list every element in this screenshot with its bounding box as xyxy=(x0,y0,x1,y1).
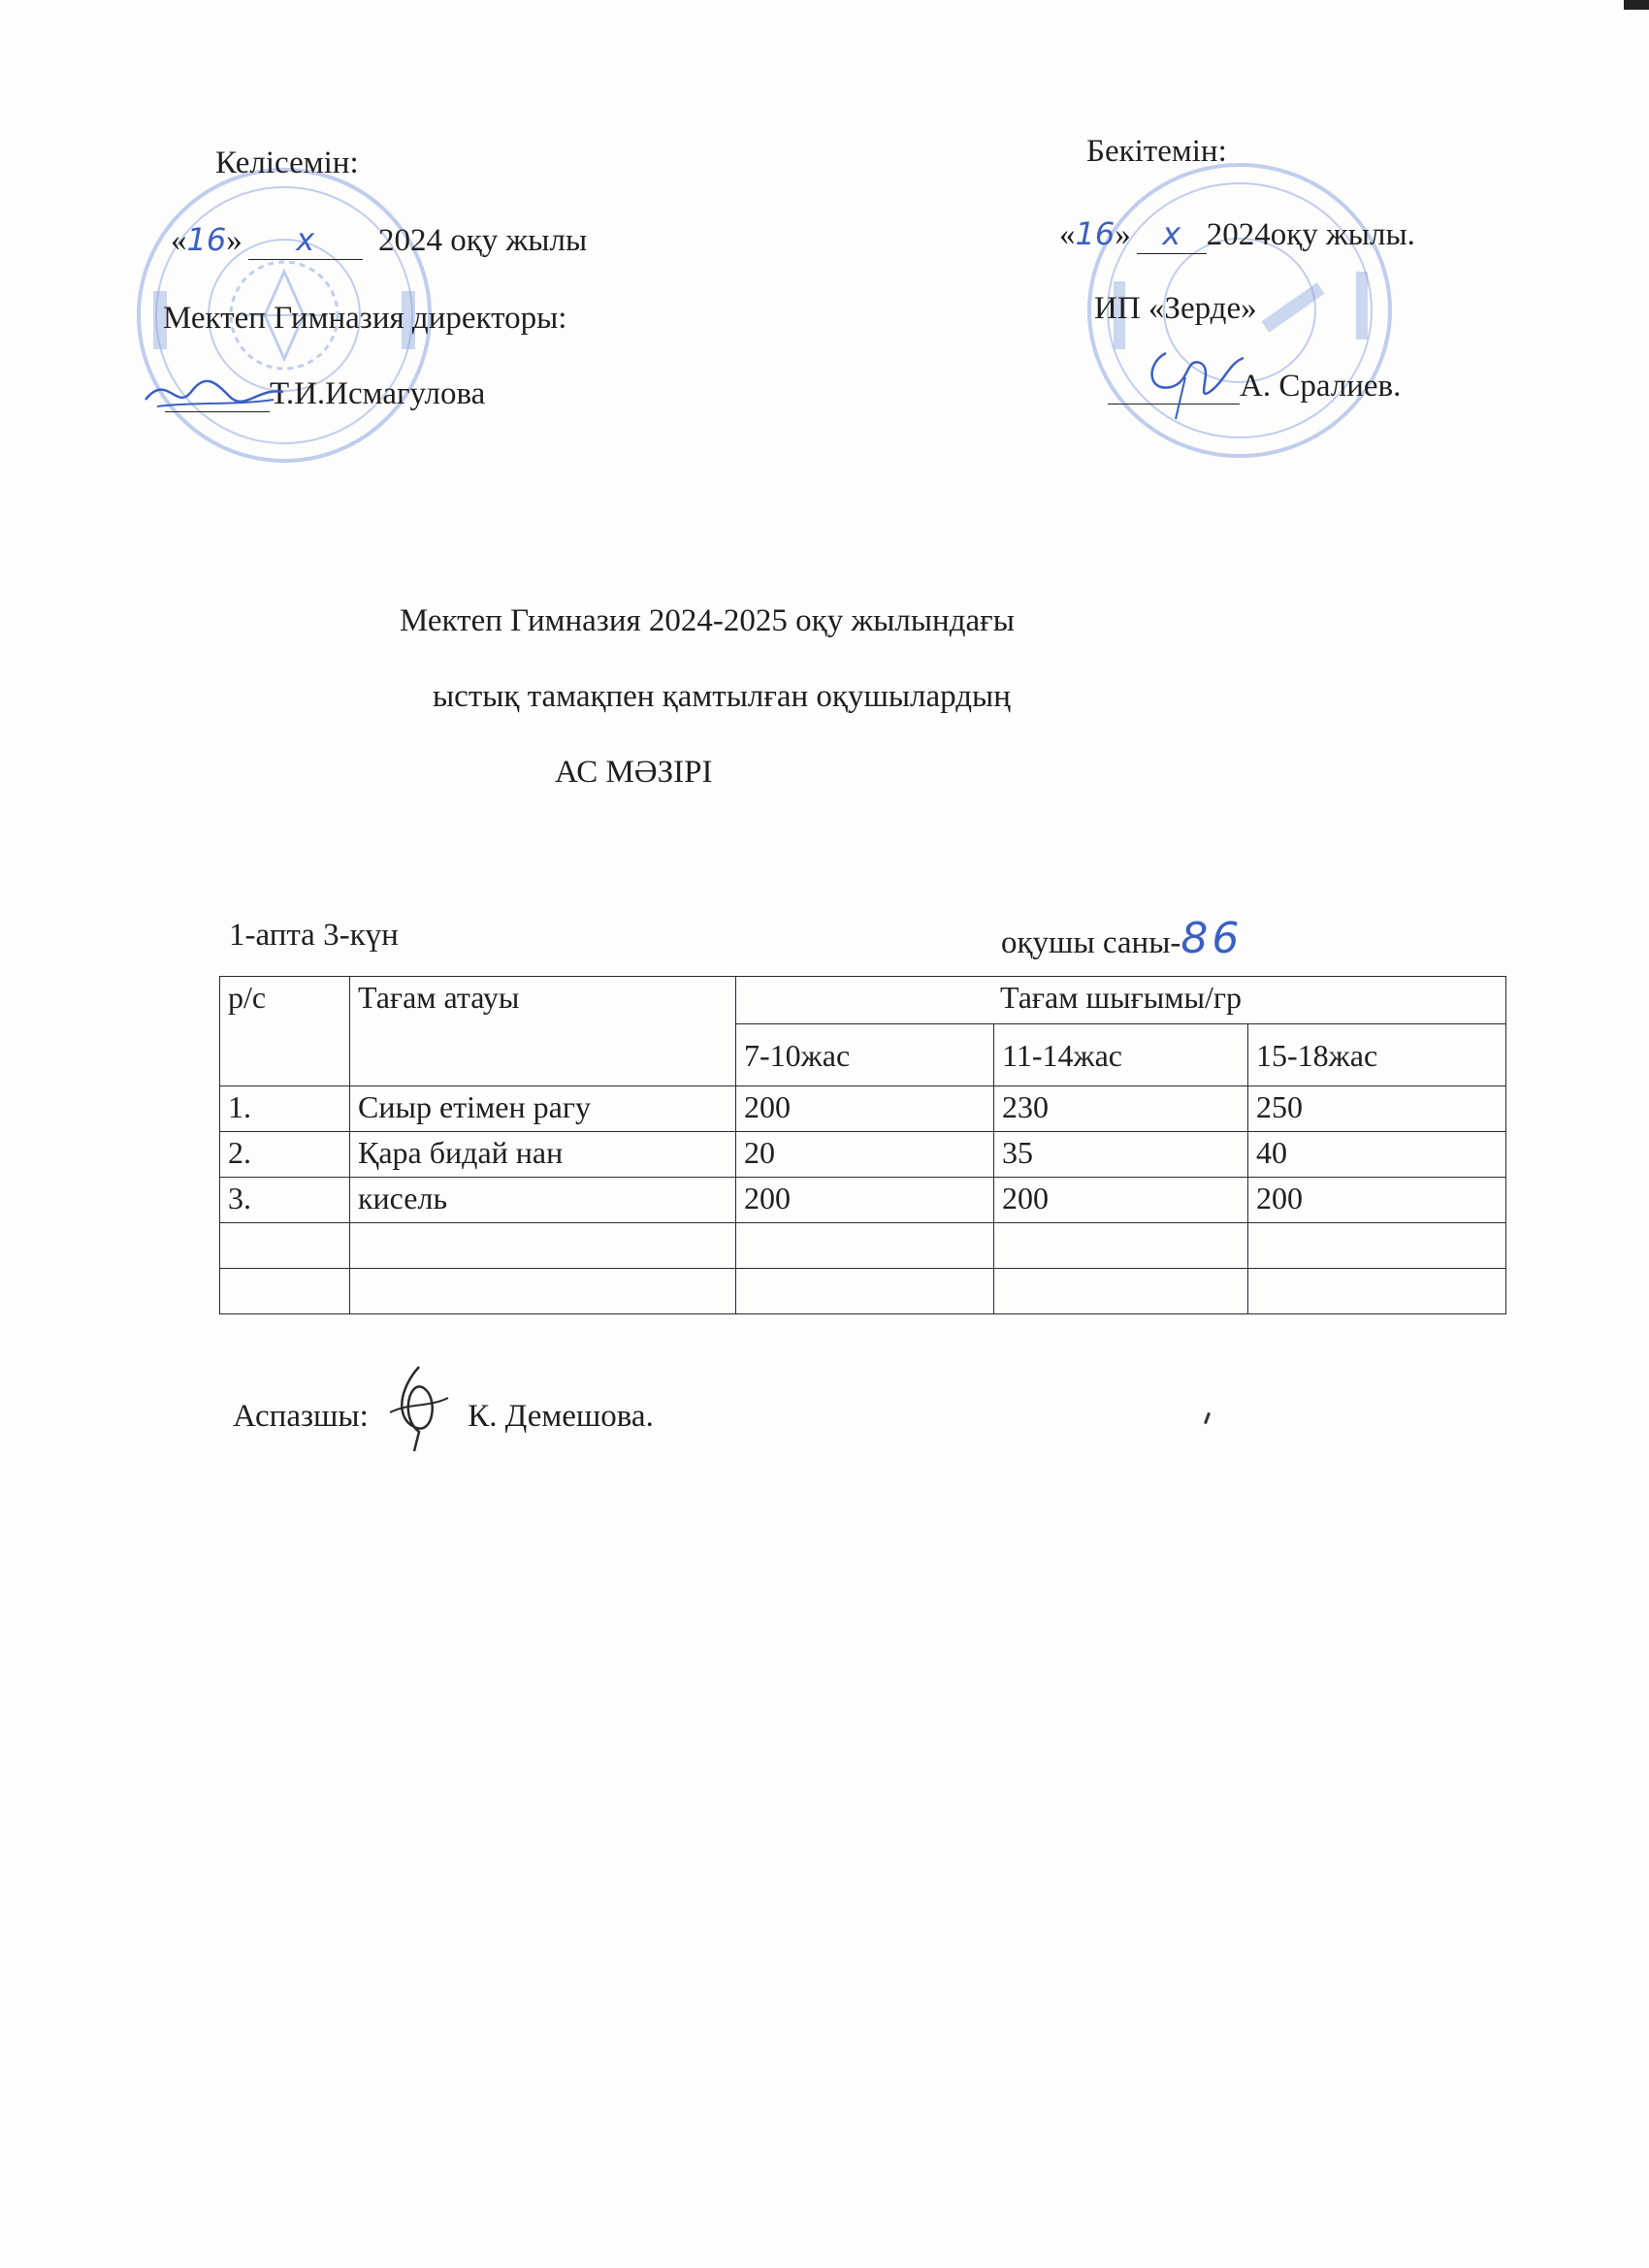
row-age-11-14 xyxy=(994,1269,1248,1314)
heading-line-2: ыстық тамақпен қамтылған оқушылардың xyxy=(433,679,1011,714)
students-count-label: оқушы саны- xyxy=(1001,925,1181,960)
menu-table xyxy=(219,976,1506,1314)
table-row-empty xyxy=(220,1269,1506,1314)
header-age-7-10: 7-10жас xyxy=(736,1024,994,1086)
right-date-day-handwritten: 16 xyxy=(1075,215,1116,252)
row-age-11-14: 35 xyxy=(994,1132,1248,1178)
stray-mark xyxy=(1204,1412,1211,1424)
right-approval-date xyxy=(1059,215,1415,254)
left-approval-signature-line xyxy=(165,376,485,412)
row-age-7-10: 200 xyxy=(736,1086,994,1132)
table-row xyxy=(220,1086,1506,1132)
left-signature-blank xyxy=(165,380,270,412)
left-date-day-handwritten: 16 xyxy=(186,221,227,258)
heading-line-3: АС МӘЗІРІ xyxy=(555,755,713,790)
row-dish-name: Сиыр етімен рагу xyxy=(350,1086,736,1132)
right-date-suffix: 2024оқу жылы. xyxy=(1206,217,1415,252)
row-age-7-10 xyxy=(736,1269,994,1314)
row-dish-name: кисель xyxy=(350,1178,736,1223)
week-day-label: 1-апта 3-күн xyxy=(229,918,399,953)
right-date-month-blank xyxy=(1137,215,1207,254)
left-date-open-quote: « xyxy=(171,223,187,258)
right-approval-name: А. Сралиев. xyxy=(1240,369,1402,404)
right-approval-org: ИП «Зерде» xyxy=(1094,291,1257,326)
table-header-row-1 xyxy=(220,977,1506,1024)
right-approval-title: Бекітемін: xyxy=(1086,134,1227,169)
table-row-empty xyxy=(220,1223,1506,1269)
row-age-7-10: 20 xyxy=(736,1132,994,1178)
scan-corner-mark xyxy=(1624,0,1649,10)
right-signature-blank xyxy=(1108,373,1240,405)
row-age-15-18: 200 xyxy=(1248,1178,1506,1223)
left-date-suffix: 2024 оқу жылы xyxy=(377,223,588,258)
row-age-7-10: 200 xyxy=(736,1178,994,1223)
header-number: р/с xyxy=(220,977,350,1086)
left-date-month-handwritten: х xyxy=(296,221,315,258)
students-count-line xyxy=(1001,914,1243,963)
row-dish-name: Қара бидай нан xyxy=(350,1132,736,1178)
row-age-7-10 xyxy=(736,1223,994,1269)
row-age-11-14: 200 xyxy=(994,1178,1248,1223)
row-dish-name xyxy=(350,1223,736,1269)
cook-signature-line xyxy=(233,1399,654,1435)
cook-signature-area xyxy=(376,1404,460,1435)
cook-handwritten-signature xyxy=(380,1359,458,1456)
row-number: 1. xyxy=(220,1086,350,1132)
right-date-close-quote: » xyxy=(1115,217,1131,252)
header-dish-name: Тағам атауы xyxy=(350,977,736,1086)
row-age-11-14: 230 xyxy=(994,1086,1248,1132)
left-handwritten-signature xyxy=(138,363,293,421)
students-count-handwritten: 86 xyxy=(1180,914,1244,963)
left-approval-name: Т.И.Исмагулова xyxy=(270,376,486,411)
left-date-month-blank xyxy=(248,221,363,260)
right-handwritten-signature xyxy=(1137,334,1253,421)
row-age-15-18 xyxy=(1248,1223,1506,1269)
left-approval-date xyxy=(171,221,587,260)
row-number xyxy=(220,1269,350,1314)
table-row xyxy=(220,1178,1506,1223)
row-age-15-18: 40 xyxy=(1248,1132,1506,1178)
row-dish-name xyxy=(350,1269,736,1314)
left-approval-position: Мектеп Гимназия директоры: xyxy=(163,301,567,336)
row-number: 2. xyxy=(220,1132,350,1178)
cook-name: К. Демешова. xyxy=(468,1399,654,1434)
header-output: Тағам шығымы/гр xyxy=(736,977,1506,1024)
left-date-close-quote: » xyxy=(226,223,242,258)
row-age-11-14 xyxy=(994,1223,1248,1269)
right-date-open-quote: « xyxy=(1059,217,1076,252)
table-row xyxy=(220,1132,1506,1178)
row-age-15-18: 250 xyxy=(1248,1086,1506,1132)
right-approval-signature-line xyxy=(1108,369,1401,405)
header-age-11-14: 11-14жас xyxy=(994,1024,1248,1086)
heading-line-1: Мектеп Гимназия 2024-2025 оқу жылындағы xyxy=(400,603,1015,638)
row-age-15-18 xyxy=(1248,1269,1506,1314)
row-number xyxy=(220,1223,350,1269)
left-approval-title: Келісемін: xyxy=(215,146,359,180)
right-date-month-handwritten: х xyxy=(1162,215,1181,252)
row-number: 3. xyxy=(220,1178,350,1223)
cook-label: Аспазшы: xyxy=(233,1399,369,1434)
header-age-15-18: 15-18жас xyxy=(1248,1024,1506,1086)
